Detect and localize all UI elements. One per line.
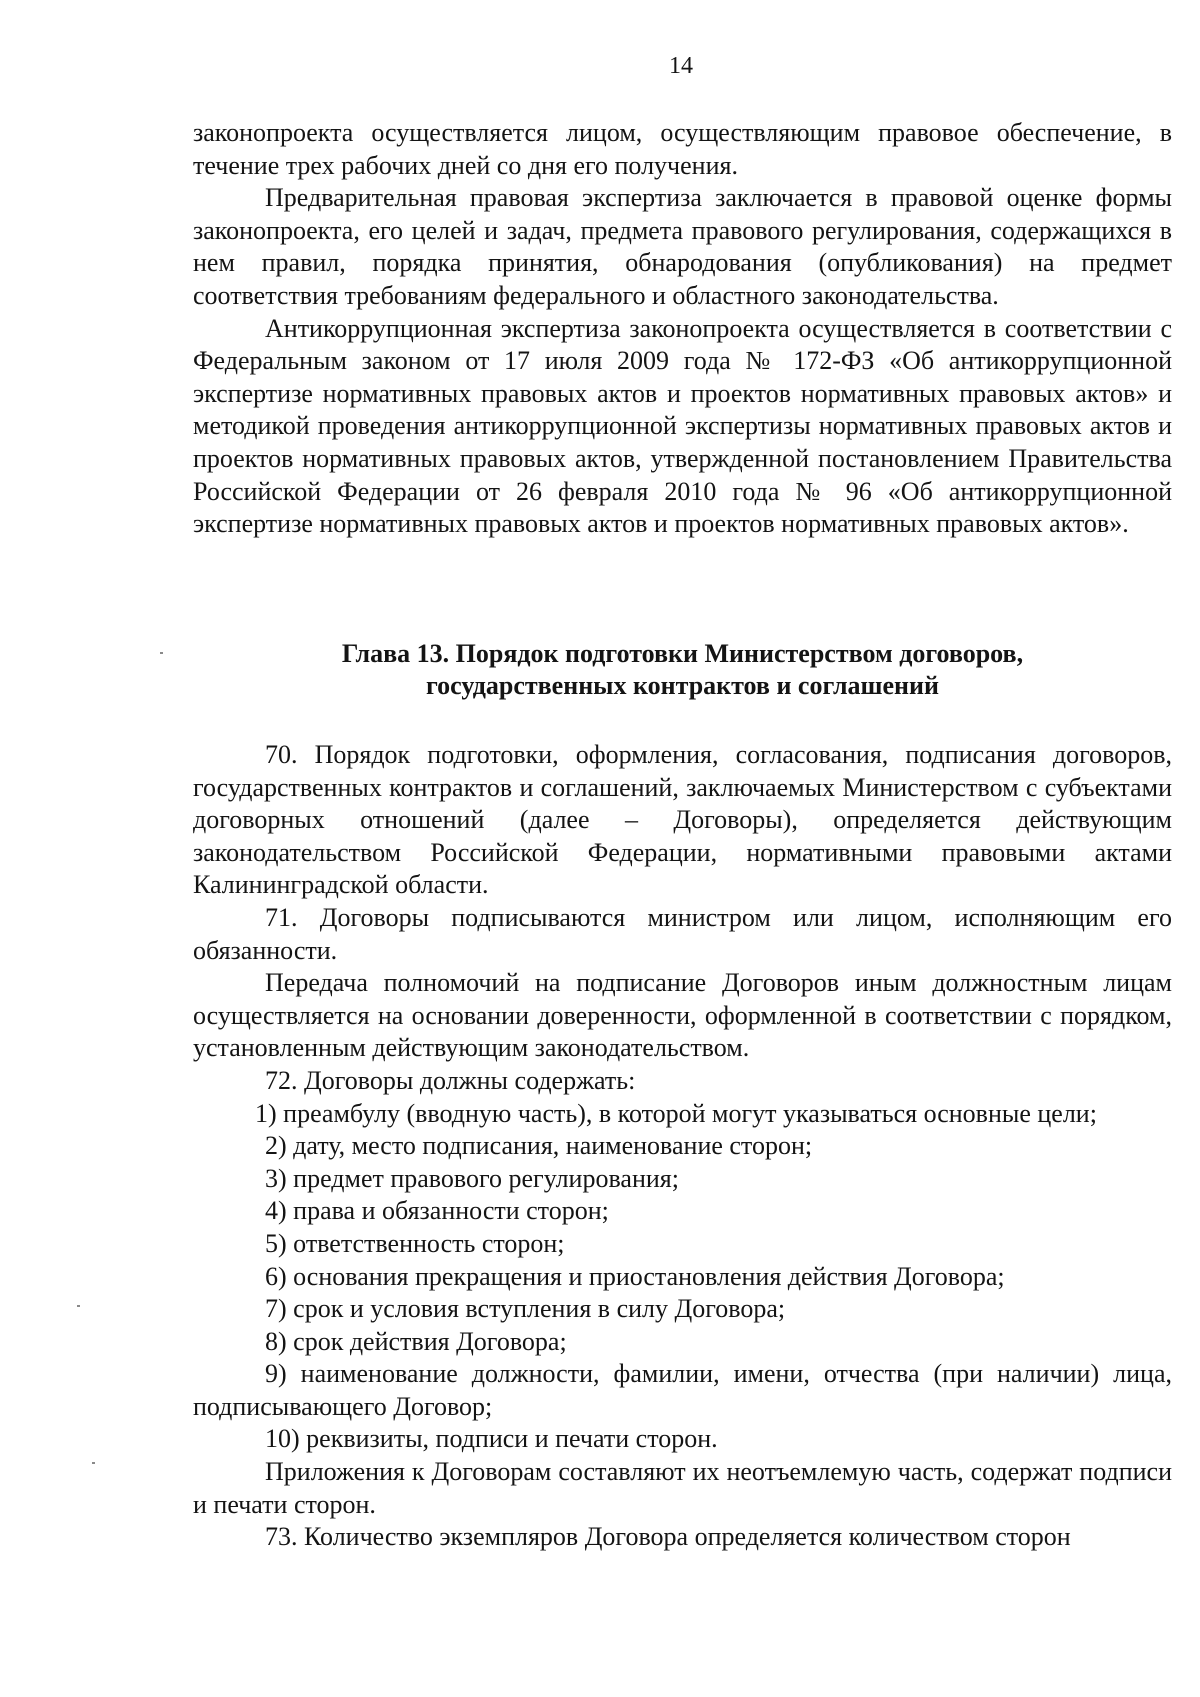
list-item-10: 10) реквизиты, подписи и печати сторон. xyxy=(265,1424,718,1454)
paragraph-anticorruption-expertise: Антикоррупционная экспертиза законопроекта осуществляется в соответствии с Федеральным законом от 17 июля 2009 года № 172-ФЗ «Об антикоррупционной экспертизе нормативных правовых актов и проектов нормативных правовых актов» и методикой проведения антикоррупционной экспертизы нормативных правовых актов и проектов нормативных правовых актов, утвержденной постановлением Правительства Российской Федерации от 26 февраля 2010 года № 96 «Об антикоррупционной экспертизе нормативных правовых актов и проектов нормативных правовых актов». xyxy=(193,313,1172,539)
chapter-heading xyxy=(193,638,1172,702)
paragraph-appendices: Приложения к Договорам составляют их неотъемлемую часть, содержат подписи и печати сторон. xyxy=(193,1457,1172,1519)
list-item-5: 5) ответственность сторон; xyxy=(265,1228,565,1258)
paragraph-continuation: законопроекта осуществляется лицом, осуществляющим правовое обеспечение, в течение трех рабочих дней со дня его получения. xyxy=(193,118,1172,180)
body-section-expertise xyxy=(193,117,1172,541)
list-item-1: 1) преамбулу (вводную часть), в которой могут указываться основные цели; xyxy=(255,1098,1097,1128)
paragraph-delegation: Передача полномочий на подписание Договоров иным должностным лицам осуществляется на основании доверенности, оформленной в соответствии с порядком, установленным действующим законодательством. xyxy=(193,968,1172,1063)
scan-speck xyxy=(160,652,163,654)
paragraph-72: 72. Договоры должны содержать: xyxy=(265,1065,636,1095)
list-item-6: 6) основания прекращения и приостановления действия Договора; xyxy=(265,1261,1005,1291)
list-item-4: 4) права и обязанности сторон; xyxy=(265,1196,609,1226)
scan-speck xyxy=(92,1462,95,1464)
chapter-heading-line-2: государственных контрактов и соглашений xyxy=(426,671,939,700)
page-number: 14 xyxy=(669,53,693,79)
paragraph-71: 71. Договоры подписываются министром или лицом, исполняющим его обязанности. xyxy=(193,902,1172,965)
list-item-2: 2) дату, место подписания, наименование сторон; xyxy=(265,1131,813,1161)
list-item-9: 9) наименование должности, фамилии, имени, отчества (при наличии) лица, подписывающего Договор; xyxy=(193,1359,1172,1421)
list-item-8: 8) срок действия Договора; xyxy=(265,1326,567,1356)
list-item-3: 3) предмет правового регулирования; xyxy=(265,1163,679,1193)
paragraph-preliminary-expertise: Предварительная правовая экспертиза заключается в правовой оценке формы законопроекта, его целей и задач, предмета правового регулирования, содержащихся в нем правил, порядка принятия, обнародования (опубликования) на предмет соответствия требованиям федерального и областного законодательства. xyxy=(193,183,1172,310)
paragraph-73: 73. Количество экземпляров Договора определяется количеством сторон xyxy=(265,1522,1071,1552)
list-item-7: 7) срок и условия вступления в силу Договора; xyxy=(265,1294,786,1324)
chapter-heading-line-1: Глава 13. Порядок подготовки Министерством договоров, xyxy=(341,639,1024,668)
body-section-contracts xyxy=(193,739,1172,1554)
scan-speck xyxy=(77,1305,80,1307)
paragraph-70: 70. Порядок подготовки, оформления, согласования, подписания договоров, государственных контрактов и соглашений, заключаемых Министерством с субъектами договорных отношений (далее – Договоры), определяется действующим законодательством Российской Федерации, нормативными правовыми актами Калининградской области. xyxy=(193,740,1172,900)
